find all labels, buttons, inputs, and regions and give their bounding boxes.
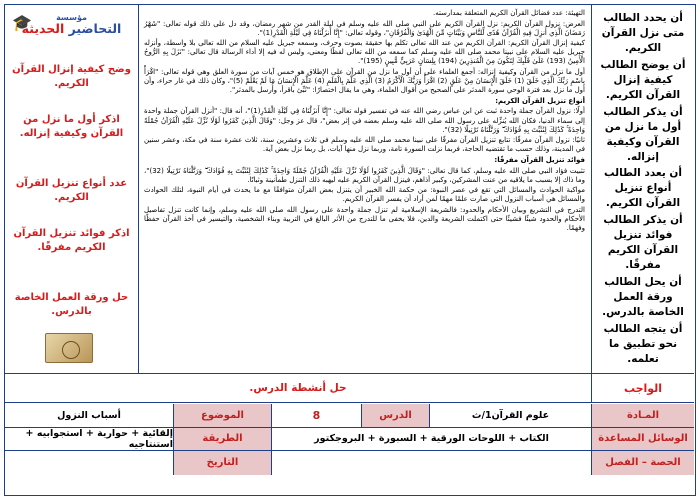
content-benefit-3: التدرج في التشريع وبيان الأحكام والحدود: فالشريعة الإسلامية لم تنزل جملة واحدة على رسول الله صلى الله عليه وسلم، وإنما كانت تنزل تفاصيل الأحكام والحدود شيئًا فشيئًا حتى اكتملت الشريعة والدين، فلا يخفى ما للتدرج من الأثر البالغ في التربية وبناء الشخصية، والتيسير في أخذ القرآن حفظًا وفهمًا. (144, 205, 585, 233)
content-types-title: أنواع تنزيل القرآن الكريم: (495, 96, 585, 105)
activity-4: اذكر فوائد تنزيل القرآن الكريم مفرقًا. (13, 228, 130, 253)
lesson-body (5, 5, 694, 373)
aids-value: الكتاب + اللوحات الورقية + السبورة + البروجكتور (271, 428, 591, 451)
lesson-label: الدرس (361, 404, 429, 427)
objective-2: أن يوضح الطالب كيفية إنزال القرآن الكريم. (600, 58, 686, 101)
content-presentation: العرض: نزول القرآن الكريم: نزل القرآن الكريم على النبي صلى الله عليه وسلم في ليلة القدر من شهر رمضان، وقد دل على ذلك قوله تعالى: "شَهْرُ رَمَضَانَ الَّذِي أُنزِلَ فِيهِ الْقُرْآنُ هُدًى لِّلنَّاسِ وَبَيِّنَاتٍ مِّنَ الْهُدَىٰ وَالْفُرْقَانِ"، وقوله تعالى: "إِنَّا أَنزَلْنَاهُ فِي لَيْلَةِ الْقَدْرِ(1)". (144, 19, 585, 37)
lesson-number: 8 (271, 404, 361, 427)
activity-5: حل ورقة العمل الخاصة بالدرس. (14, 292, 129, 317)
homework-text: حل أنشطة الدرس. (249, 382, 347, 394)
date-label: التاريخ (173, 451, 271, 475)
content-benefit-2: مواكبة الحوادث والمسائل التي تقع في عصر النبوة: من حكمة الله الخبير أن يتنزل بعض القرآن متوافقًا مع ما يحدث في أيام النبوة، لتلك الحوادث والمسائل هي أسباب النزول التي صارت علمًا مهمًا لمن أراد أن يفسر القرآن الكريم. (144, 186, 585, 204)
publisher-logo (10, 13, 133, 51)
topic-value: أسباب النزول (5, 404, 173, 427)
lesson-content-column (138, 5, 590, 373)
info-row-subject (5, 404, 694, 428)
lesson-info-table (5, 404, 694, 475)
content-type-1: أولًا: نزول القرآن جملة واحدة ثبت عن ابن عباس رضي الله عنه في تفسير قوله تعالى: "إِنَّا أَنزَلْنَاهُ فِي لَيْلَةِ الْقَدْرِ(1)"، أنه قال: "أنزل القرآن جملة واحدة إلى سماء الدنيا، فكان الله يُنزِّله على رسول الله صلى الله عليه وسلم بعضه في إثر بعض"، قال عز وجل: "وَقَالَ الَّذِينَ كَفَرُوا لَوْلَا نُزِّلَ عَلَيْهِ الْقُرْآنُ جُمْلَةً وَاحِدَةً ۚ كَذَٰلِكَ لِنُثَبِّتَ بِهِ فُؤَادَكَ ۖ وَرَتَّلْنَاهُ تَرْتِيلًا (32)". (144, 107, 585, 134)
activity-3: عدد أنواع تنزيل القرآن الكريم. (15, 178, 128, 203)
subject-label: المـادة (591, 404, 694, 427)
homework-row (5, 373, 694, 403)
logo-word-1: التحاضير (68, 21, 122, 36)
info-row-period (5, 451, 694, 475)
quran-book-image (45, 333, 93, 363)
topic-label: الموضوع (173, 404, 271, 427)
objective-7: أن يتجه الطالب نحو تطبيق ما تعلمه. (603, 322, 683, 365)
activity-2: اذكر أول ما نزل من القرآن وكيفية إنزاله. (19, 114, 124, 139)
activities-column (5, 5, 138, 373)
content-intro: التهيئة: عدد فضائل القرآن الكريم المتعلقة بمدارسته. (432, 9, 585, 17)
graduation-cap-icon: 🎓 (12, 13, 32, 32)
date-value[interactable] (5, 451, 173, 475)
homework-label: الواجب (591, 374, 694, 402)
method-value: إلقائية + حوارية + استجوابيه + استنتاجيه (5, 428, 173, 451)
content-benefits-title: فوائد تنزيل القرآن مفرقًا: (494, 155, 585, 164)
subject-value: علوم القرآن1/ث (429, 404, 591, 427)
objective-6: أن يحل الطالب ورقة العمل الخاصة بالدرس. (602, 276, 684, 319)
objective-4: أن يعدد الطالب أنواع تنزيل القرآن الكريم. (604, 167, 682, 210)
content-type-2: ثانيًا: نزول القرآن مفرقًا: تتابع تنزيل القرآن مفرقًا على نبينا محمد صلى الله عليه وسلم في ثلاث وعشرين سنة، ثلاث عشرة سنة في مكة، وعشر سنين في المدينة، وذلك حسب ما تقتضيه الحاجة، فربما نزلت السورة تامة، وربما نزل منها آيات، بل ربما نزل بعض آية. (144, 136, 585, 154)
method-label: الطريقة (173, 428, 271, 451)
content-benefit-1: تثبيت فؤاد النبي صلى الله عليه وسلم، كما قال تعالى: "وَقَالَ الَّذِينَ كَفَرُوا لَوْلَا نُزِّلَ عَلَيْهِ الْقُرْآنُ جُمْلَةً وَاحِدَةً ۚ كَذَٰلِكَ لِنُثَبِّتَ بِهِ فُؤَادَكَ ۖ وَرَتَّلْنَاهُ تَرْتِيلًا (32)"، وما ذاك إلا بسبب ما يلاقيه من عنت المشركين، وكبير أذاهم، فينزل القرآن الكريم عليه ليهبه ذلك التنزل طمأنينة وثباتًا. (144, 166, 585, 184)
lesson-plan-frame (4, 4, 696, 496)
content-first-revealed: أول ما نزل من القرآن وكيفية إنزاله: أجمع العلماء على أن أول ما نزل من القرآن على الإطلاق هو خمس آيات من سورة العلق وهي قوله تعالى: "اقْرَأْ بِاسْمِ رَبِّكَ الَّذِي خَلَقَ (1) خَلَقَ الْإِنسَانَ مِنْ عَلَقٍ (2) اقْرَأْ وَرَبُّكَ الْأَكْرَمُ (3) الَّذِي عَلَّمَ بِالْقَلَمِ (4) عَلَّمَ الْإِنسَانَ مَا لَمْ يَعْلَمْ (5)"، وكان ذلك في غار حراء، وأن أول ما نزل بعد فترة الوحي سورة المدثر على الصحيح من أقوال العلماء، وهي ما يقال اختصارًا: "نُبِّئ باقرأ، وأُرسل بالمدثر". (144, 68, 585, 95)
objective-1: أن يحدد الطالب متى نزل القرآن الكريم. (601, 12, 685, 54)
logo-line-1: مؤسسة (56, 13, 87, 22)
objective-5: أن يذكر الطالب فوائد تنزيل القرآن الكريم مفرقًا. (603, 214, 683, 272)
objective-3: أن يذكر الطالب أول ما نزل من القرآن وكيفية إنزاله. (603, 105, 683, 163)
activity-1: وضح كيفية إنزال القرآن الكريم. (12, 64, 131, 89)
aids-label: الوسائل المساعدة (591, 428, 694, 451)
logo-word-2: الحديثة (21, 21, 69, 36)
info-row-aids (5, 428, 694, 452)
objectives-column (591, 5, 694, 373)
period-value[interactable] (271, 451, 591, 475)
period-label: الحصة – الفصل (591, 451, 694, 475)
content-how-revealed: كيفية إنزال القرآن الكريم: القرآن الكريم من عند الله تعالى تكلم بها حقيقة بصوت وحرف، وسمعه جبريل عليه السلام من الله تعالى بلا واسطة، وأنزله جبريل عليه السلام على نبينا محمد صلى الله عليه وسلم كما سمعه من الله تعالى لفظًا ومعنى، وليس له فيه إلا أداء الرسالة قال تعالى: "نَزَلَ بِهِ الرُّوحُ الْأَمِينُ (193) عَلَىٰ قَلْبِكَ لِتَكُونَ مِنَ الْمُنذِرِينَ (194) بِلِسَانٍ عَرَبِيٍّ مُّبِينٍ (195)". (144, 39, 585, 66)
